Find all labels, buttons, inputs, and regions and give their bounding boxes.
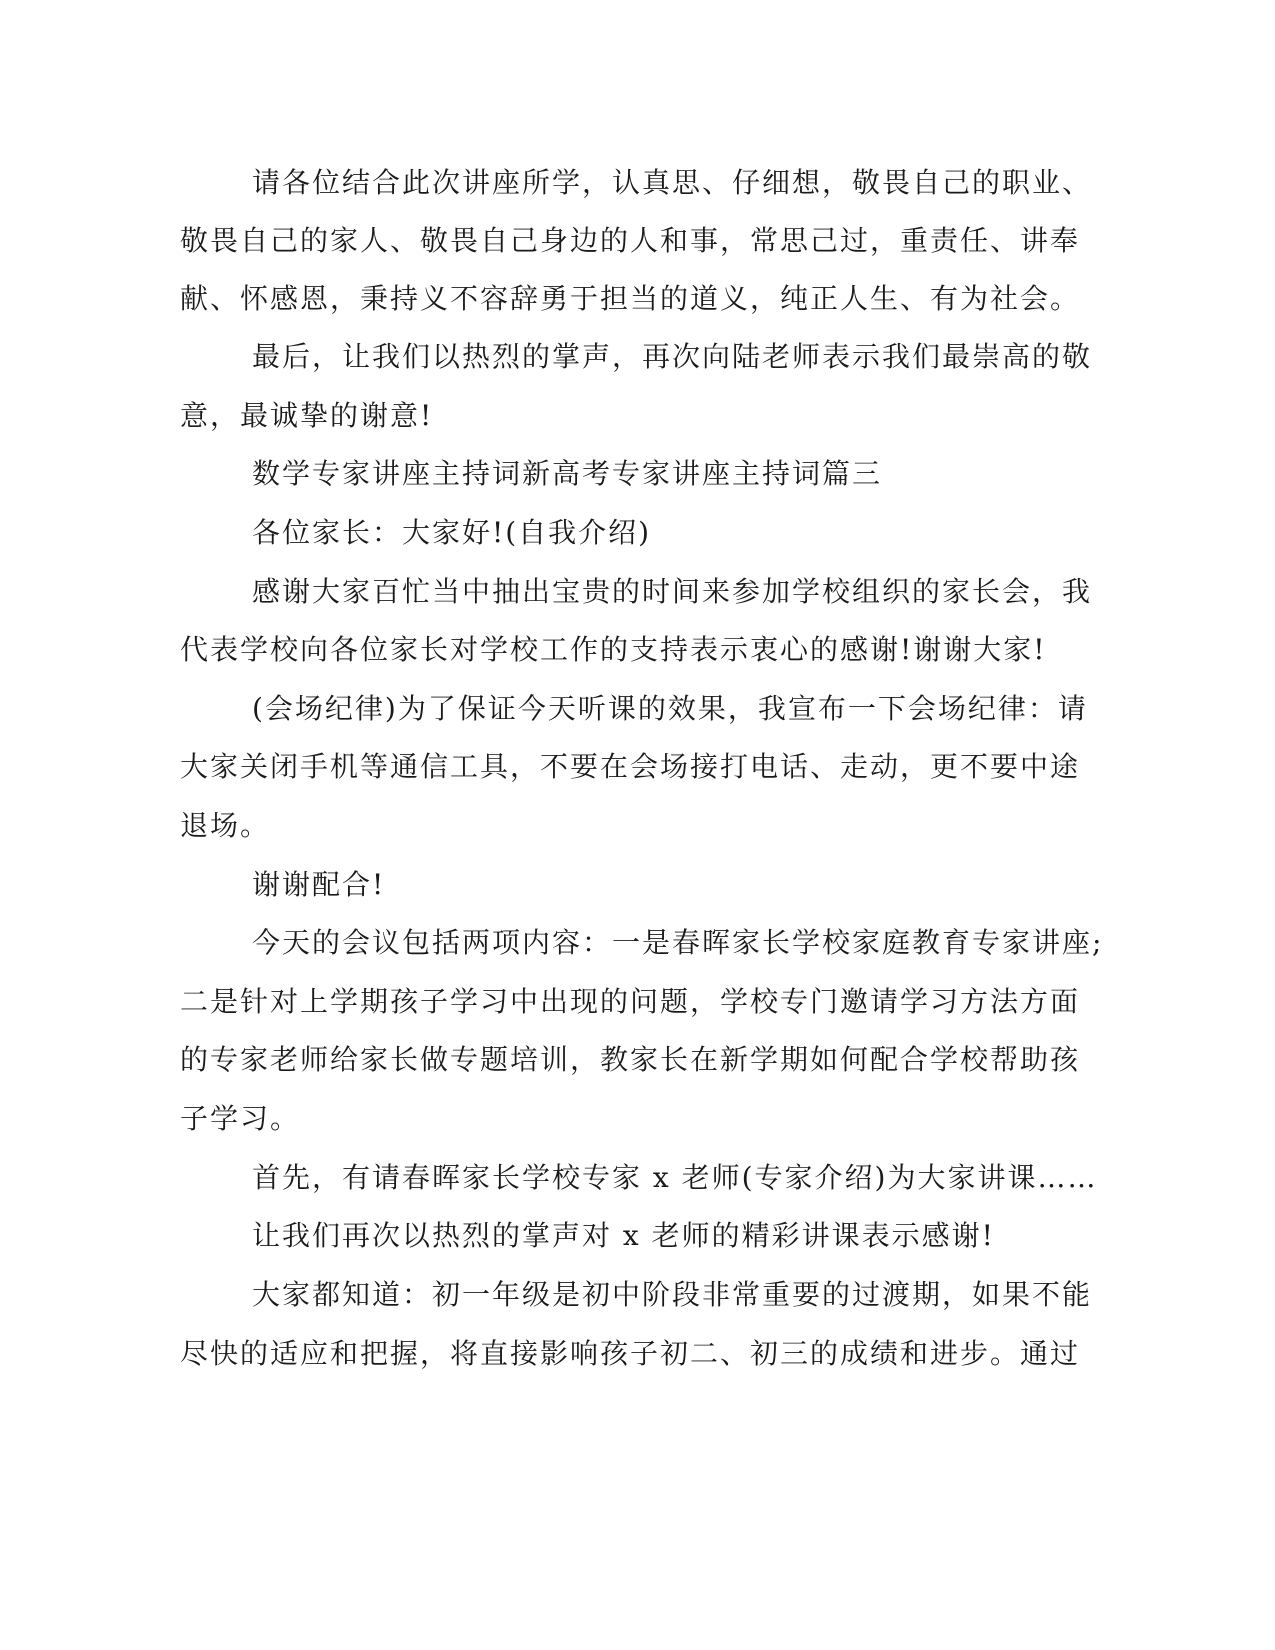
text-line: 请各位结合此次讲座所学，认真思、仔细想，敬畏自己的职业、 — [252, 166, 1093, 199]
text-line: 敬畏自己的家人、敬畏自己身边的人和事，常思己过，重责任、讲奉 — [180, 224, 1081, 257]
text-line: 大家关闭手机等通信工具，不要在会场接打电话、走动，更不要中途 — [180, 750, 1081, 783]
text-line: 二是针对上学期孩子学习中出现的问题，学校专门邀请学习方法方面 — [180, 985, 1081, 1018]
text-line: 大家都知道：初一年级是初中阶段非常重要的过渡期，如果不能 — [252, 1278, 1093, 1311]
text-line: 的专家老师给家长做专题培训，教家长在新学期如何配合学校帮助孩 — [180, 1043, 1081, 1076]
text-line: 感谢大家百忙当中抽出宝贵的时间来参加学校组织的家长会，我 — [252, 575, 1093, 608]
text-line: 让我们再次以热烈的掌声对 x 老师的精彩讲课表示感谢! — [252, 1219, 995, 1252]
text-line: 代表学校向各位家长对学校工作的支持表示衷心的感谢!谢谢大家! — [180, 633, 1047, 666]
text-line: 各位家长：大家好!(自我介绍) — [252, 516, 652, 549]
text-line: 谢谢配合! — [252, 868, 386, 901]
text-line: 最后，让我们以热烈的掌声，再次向陆老师表示我们最崇高的敬 — [252, 340, 1093, 373]
text-line: 意，最诚挚的谢意! — [180, 399, 434, 432]
text-line: 退场。 — [180, 809, 271, 842]
text-line: 子学习。 — [180, 1102, 301, 1135]
text-line: 尽快的适应和把握，将直接影响孩子初二、初三的成绩和进步。通过 — [180, 1337, 1081, 1370]
section-heading: 数学专家讲座主持词新高考专家讲座主持词篇三 — [252, 457, 883, 490]
text-line: 首先，有请春晖家长学校专家 x 老师(专家介绍)为大家讲课…… — [252, 1161, 1098, 1194]
text-line: 献、怀感恩，秉持义不容辞勇于担当的道义，纯正人生、有为社会。 — [180, 282, 1081, 315]
text-line: (会场纪律)为了保证今天听课的效果，我宣布一下会场纪律：请 — [252, 692, 1088, 725]
text-line: 今天的会议包括两项内容：一是春晖家长学校家庭教育专家讲座; — [252, 926, 1104, 959]
